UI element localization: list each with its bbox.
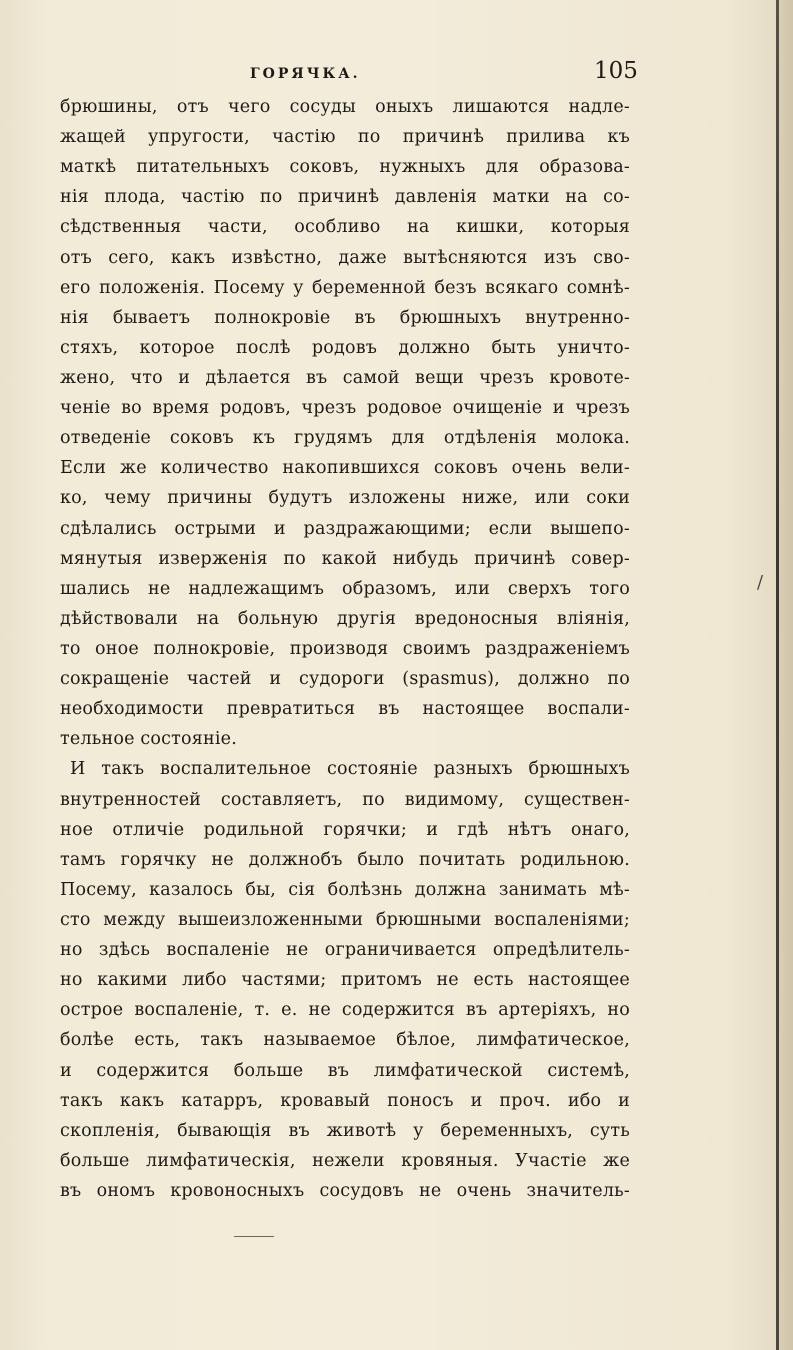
text-line: внутренностей составляетъ, по видимому, существен- [60,789,630,810]
text-line: его положенія. Посему у беременной безъ всякаго сомнѣ- [60,277,630,298]
running-title: ГОРЯЧКА. [250,66,361,82]
text-line: сѣдственныя части, особливо на кишки, которыя [60,217,630,238]
text-line: жащей упругости, частію по причинѣ прилива къ [60,127,630,148]
text-line: нія плода, частію по причинѣ давленія матки на со- [60,187,630,208]
text-line: и содержится больше въ лимфатической системѣ, [60,1060,630,1081]
text-line: въ ономъ кровоносныхъ сосудовъ не очень значитель- [60,1180,630,1201]
text-line: сдѣлались острыми и раздражающими; если вышепо- [60,518,630,539]
page-binding-edge [776,0,779,1350]
text-line: ченіе во время родовъ, чрезъ родовое очищеніе и чрезъ [60,398,630,419]
text-line: но какими либо частями; притомъ не есть настоящее [60,970,630,991]
text-line: скопленія, бывающія въ животѣ у беременныхъ, суть [60,1120,630,1141]
text-line: тамъ горячку не должнобъ было почитать родильною. [60,849,630,870]
text-line: брюшины, отъ чего сосуды оныхъ лишаются надле- [60,97,630,117]
text-line: И такъ воспалительное состояніе разныхъ брюшныхъ [70,759,630,780]
text-line: больше лимфатическія, нежели кровяныя. Участіе же [60,1150,630,1171]
text-line: тельное состояніе. [60,729,237,750]
text-line: но здѣсь воспаленіе не ограничивается опредѣлитель- [60,940,630,961]
text-line: стяхъ, которое послѣ родовъ должно быть уничто- [60,337,630,358]
text-line: болѣе есть, такъ называемое бѣлое, лимфатическое, [60,1030,630,1051]
text-line: шались не надлежащимъ образомъ, или сверхъ того [60,578,630,599]
text-line: отъ сего, какъ извѣстно, даже вытѣсняются изъ сво- [60,247,630,268]
text-line: такъ какъ катарръ, кровавый поносъ и проч. ибо и [60,1090,630,1111]
text-line: сто между вышеизложенными брюшными воспаленіями; [60,909,630,930]
text-line: нія бываетъ полнокровіе въ брюшныхъ внутренно- [60,307,630,328]
text-line: ко, чему причины будутъ изложены ниже, или соки [60,488,630,509]
text-line: дѣйствовали на больную другія вредоносныя вліянія, [60,608,630,629]
text-line: жено, что и дѣлается въ самой вещи чрезъ кровоте- [60,367,630,388]
text-line: Если же количество накопившихся соковъ очень вели- [60,458,630,479]
text-line: сокращеніе частей и судороги (spasmus), должно по [60,669,630,690]
text-line: отведеніе соковъ къ грудямъ для отдѣленія молока. [60,428,630,449]
page-edge-shadow [779,0,793,1350]
page-number: 105 [594,58,638,84]
text-line: ное отличіе родильной горячки; и гдѣ нѣтъ онаго, [60,819,630,840]
text-line: маткѣ питательныхъ соковъ, нужныхъ для образова- [60,157,630,178]
margin-pencil-mark: / [757,572,764,593]
text-line: мянутыя изверженія по какой нибудь причинѣ совер- [60,548,630,569]
footer-rule [234,1236,274,1237]
text-line: необходимости превратиться въ настоящее воспали- [60,699,630,720]
text-line: острое воспаленіе, т. е. не содержится въ артеріяхъ, но [60,1000,630,1021]
text-line: Посему, казалось бы, сія болѣзнь должна занимать мѣ- [60,879,630,900]
body-text [60,92,630,1206]
page-header [0,60,793,90]
text-line: то оное полнокровіе, производя своимъ раздраженіемъ [60,638,630,659]
